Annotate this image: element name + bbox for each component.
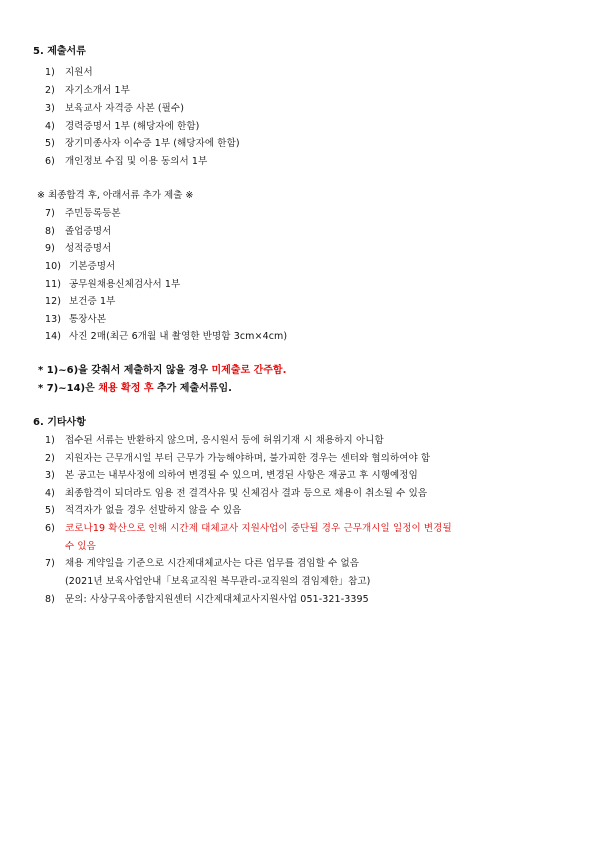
note-text: * 1)~6)을 갖춰서 제출하지 않을 경우 — [38, 365, 212, 376]
item-number: 3) — [45, 470, 55, 481]
list-item-covid — [45, 522, 452, 536]
list-item — [45, 330, 287, 344]
final-pass-note: ※ 최종합격 후, 아래서류 추가 제출 ※ — [37, 190, 194, 201]
item-text: 성적증명서 — [65, 243, 112, 254]
item-text: 문의: 사상구육아종합지원센터 시간제대체교사지원사업 051-321-3395 — [65, 594, 369, 605]
note-suffix: 추가 제출서류임. — [153, 383, 232, 394]
item-text: 보육교사 자격증 사본 (필수) — [65, 103, 185, 114]
list-item — [45, 313, 106, 327]
item-text-continued: (2021년 보육사업안내「보육교직원 복무관리-교직원의 겸임제한」참고) — [65, 576, 371, 587]
list-item-contact — [45, 593, 369, 607]
item-number: 6) — [45, 523, 55, 534]
item-text: 본 공고는 내부사정에 의하여 변경될 수 있으며, 변경된 사항은 재공고 후 시행예정임 — [65, 470, 418, 481]
item-text: 기본증명서 — [69, 261, 116, 272]
item-number: 10) — [45, 261, 62, 272]
list-item — [45, 84, 130, 98]
item-text: 주민등록등본 — [65, 208, 121, 219]
submission-note-2 — [38, 382, 232, 396]
item-text: 경력증명서 1부 (해당자에 한함) — [65, 121, 200, 132]
item-text: 공무원채용신체검사서 1부 — [69, 279, 181, 290]
list-item — [45, 557, 359, 571]
item-text: 통장사본 — [69, 314, 107, 325]
item-number: 5) — [45, 138, 55, 149]
list-item — [45, 120, 199, 134]
item-text: 보건증 1부 — [69, 296, 116, 307]
item-number: 11) — [45, 279, 62, 290]
list-item — [45, 137, 240, 151]
note-text: * 7)~14)은 — [38, 383, 99, 394]
item-text: 접수된 서류는 반환하지 않으며, 응시원서 등에 허위기재 시 채용하지 아니함 — [65, 435, 384, 446]
item-number: 9) — [45, 243, 55, 254]
item-number: 7) — [45, 208, 55, 219]
item-text: 지원서 — [65, 67, 93, 78]
list-item — [45, 452, 430, 466]
item-number: 14) — [45, 331, 62, 342]
item-text: 자기소개서 1부 — [65, 85, 130, 96]
item-text: 적격자가 없을 경우 선발하지 않을 수 있음 — [65, 505, 242, 516]
list-item — [45, 66, 93, 80]
item-number: 12) — [45, 296, 62, 307]
item-number: 13) — [45, 314, 62, 325]
item-number: 8) — [45, 594, 55, 605]
item-number: 5) — [45, 505, 55, 516]
item-number: 1) — [45, 435, 55, 446]
list-item — [45, 434, 384, 448]
item-number: 4) — [45, 121, 55, 132]
list-item-covid-cont — [45, 540, 96, 554]
item-number: 8) — [45, 226, 55, 237]
item-number: 6) — [45, 156, 55, 167]
list-item — [45, 225, 111, 239]
item-text-continued: 수 있음 — [65, 541, 96, 552]
list-item — [45, 295, 115, 309]
list-item — [45, 242, 111, 256]
list-item — [45, 207, 121, 221]
section-5-heading: 5. 제출서류 — [33, 46, 86, 57]
item-text: 코로나19 확산으로 인해 시간제 대체교사 지원사업이 중단될 경우 근무개시일 일정이 변경될 — [65, 523, 452, 534]
item-text: 졸업증명서 — [65, 226, 112, 237]
list-item — [45, 155, 207, 169]
item-text: 채용 계약일을 기준으로 시간제대체교사는 다른 업무를 겸임할 수 없음 — [65, 558, 359, 569]
item-number: 2) — [45, 85, 55, 96]
item-number: 1) — [45, 67, 55, 78]
item-number: 3) — [45, 103, 55, 114]
item-text: 최종합격이 되더라도 임용 전 결격사유 및 신체검사 결과 등으로 채용이 취소될 수 있음 — [65, 488, 428, 499]
note-highlight: 채용 확정 후 — [98, 383, 154, 394]
list-item-cont — [45, 575, 370, 589]
note-highlight: 미제출로 간주함. — [211, 365, 287, 376]
submission-note-1 — [38, 364, 286, 378]
item-text: 개인정보 수집 및 이용 동의서 1부 — [65, 156, 208, 167]
item-number: 4) — [45, 488, 55, 499]
item-number: 2) — [45, 453, 55, 464]
item-text: 지원자는 근무개시일 부터 근무가 가능해야하며, 불가피한 경우는 센터와 협의하여야 함 — [65, 453, 431, 464]
item-text: 장기미종사자 이수증 1부 (해당자에 한함) — [65, 138, 240, 149]
item-number: 7) — [45, 558, 55, 569]
list-item — [45, 469, 418, 483]
list-item — [45, 102, 184, 116]
list-item — [45, 487, 427, 501]
list-item — [45, 260, 115, 274]
item-text: 사진 2매(최근 6개월 내 촬영한 반명함 3cm×4cm) — [69, 331, 288, 342]
section-6-heading: 6. 기타사항 — [33, 417, 86, 428]
list-item — [45, 504, 241, 518]
list-item — [45, 278, 180, 292]
